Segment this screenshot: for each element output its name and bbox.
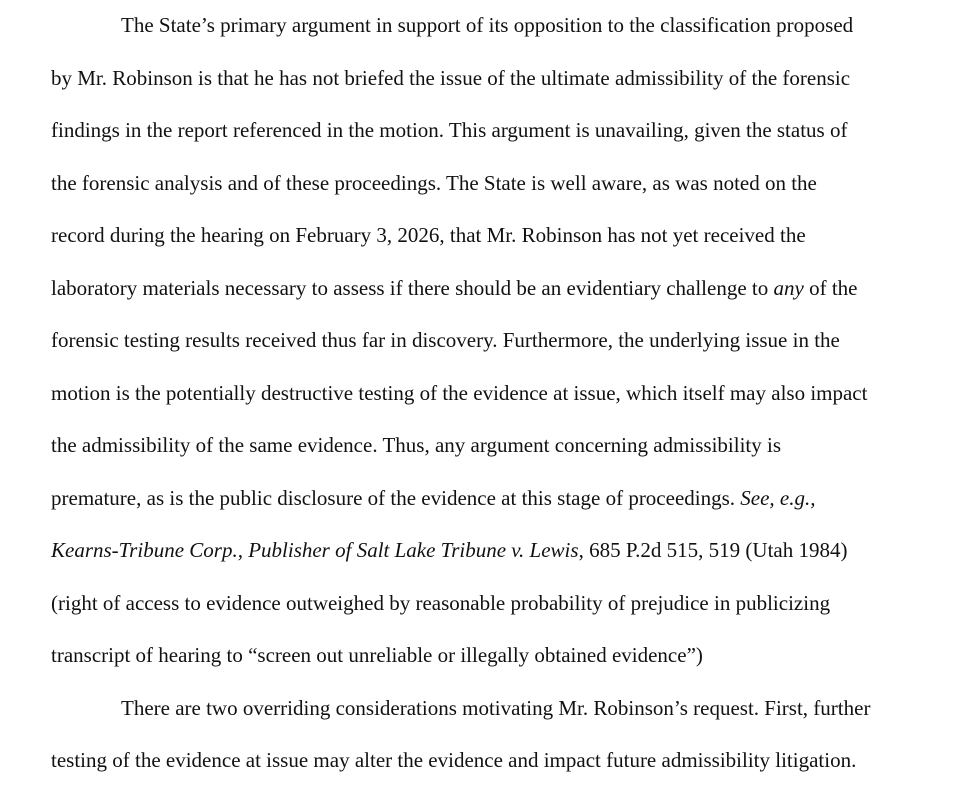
paragraph-1-line-6 — [51, 275, 857, 301]
text-run: The State’s primary argument in support of its opposition to the classification proposed — [121, 13, 854, 37]
text-run: (right of access to evidence outweighed by reasonable probability of prejudice in publicizing — [51, 591, 831, 615]
paragraph-1-line-7 — [51, 327, 840, 353]
text-run: , 685 P.2d 515, 519 (Utah 1984) — [578, 538, 848, 562]
paragraph-1-line-2 — [51, 65, 850, 91]
case-name-citation: Kearns-Tribune Corp., Publisher of Salt Lake Tribune v. Lewis — [51, 538, 579, 562]
text-run: the forensic analysis and of these proceedings. The State is well aware, as was noted on the — [51, 171, 817, 195]
paragraph-2-line-1 — [121, 695, 870, 721]
paragraph-1-line-4 — [51, 170, 817, 196]
paragraph-1-line-11 — [51, 537, 847, 563]
paragraph-1-line-3 — [51, 117, 847, 143]
text-run: the admissibility of the same evidence. Thus, any argument concerning admissibility is — [51, 433, 781, 457]
text-run: testing of the evidence at issue may alter the evidence and impact future admissibility litigation. — [51, 748, 857, 772]
paragraph-1-line-9 — [51, 432, 781, 458]
text-run: by Mr. Robinson is that he has not briefed the issue of the ultimate admissibility of the forensic — [51, 66, 851, 90]
paragraph-1-line-8 — [51, 380, 867, 406]
paragraph-1-line-13 — [51, 642, 703, 668]
text-run: motion is the potentially destructive testing of the evidence at issue, which itself may also impact — [51, 381, 868, 405]
paragraph-1-line-10 — [51, 485, 816, 511]
paragraph-2-line-2 — [51, 747, 856, 773]
paragraph-1-line-12 — [51, 590, 830, 616]
text-run: findings in the report referenced in the motion. This argument is unavailing, given the status of — [51, 118, 848, 142]
text-run: laboratory materials necessary to assess if there should be an evidentiary challenge to — [51, 276, 774, 300]
paragraph-1-line-5 — [51, 222, 806, 248]
text-run: premature, as is the public disclosure of the evidence at this stage of proceedings. — [51, 486, 741, 510]
paragraph-1-line-1 — [121, 12, 853, 38]
text-run: forensic testing results received thus far in discovery. Furthermore, the underlying issue in the — [51, 328, 840, 352]
citation-signal: See, e.g., — [740, 486, 816, 510]
text-run: of the — [803, 276, 858, 300]
text-run: transcript of hearing to “screen out unreliable or illegally obtained evidence”) — [51, 643, 703, 667]
emphasis-any: any — [773, 276, 804, 300]
text-run: record during the hearing on February 3, 2026, that Mr. Robinson has not yet received the — [51, 223, 806, 247]
text-run: There are two overriding considerations motivating Mr. Robinson’s request. First, further — [121, 696, 871, 720]
